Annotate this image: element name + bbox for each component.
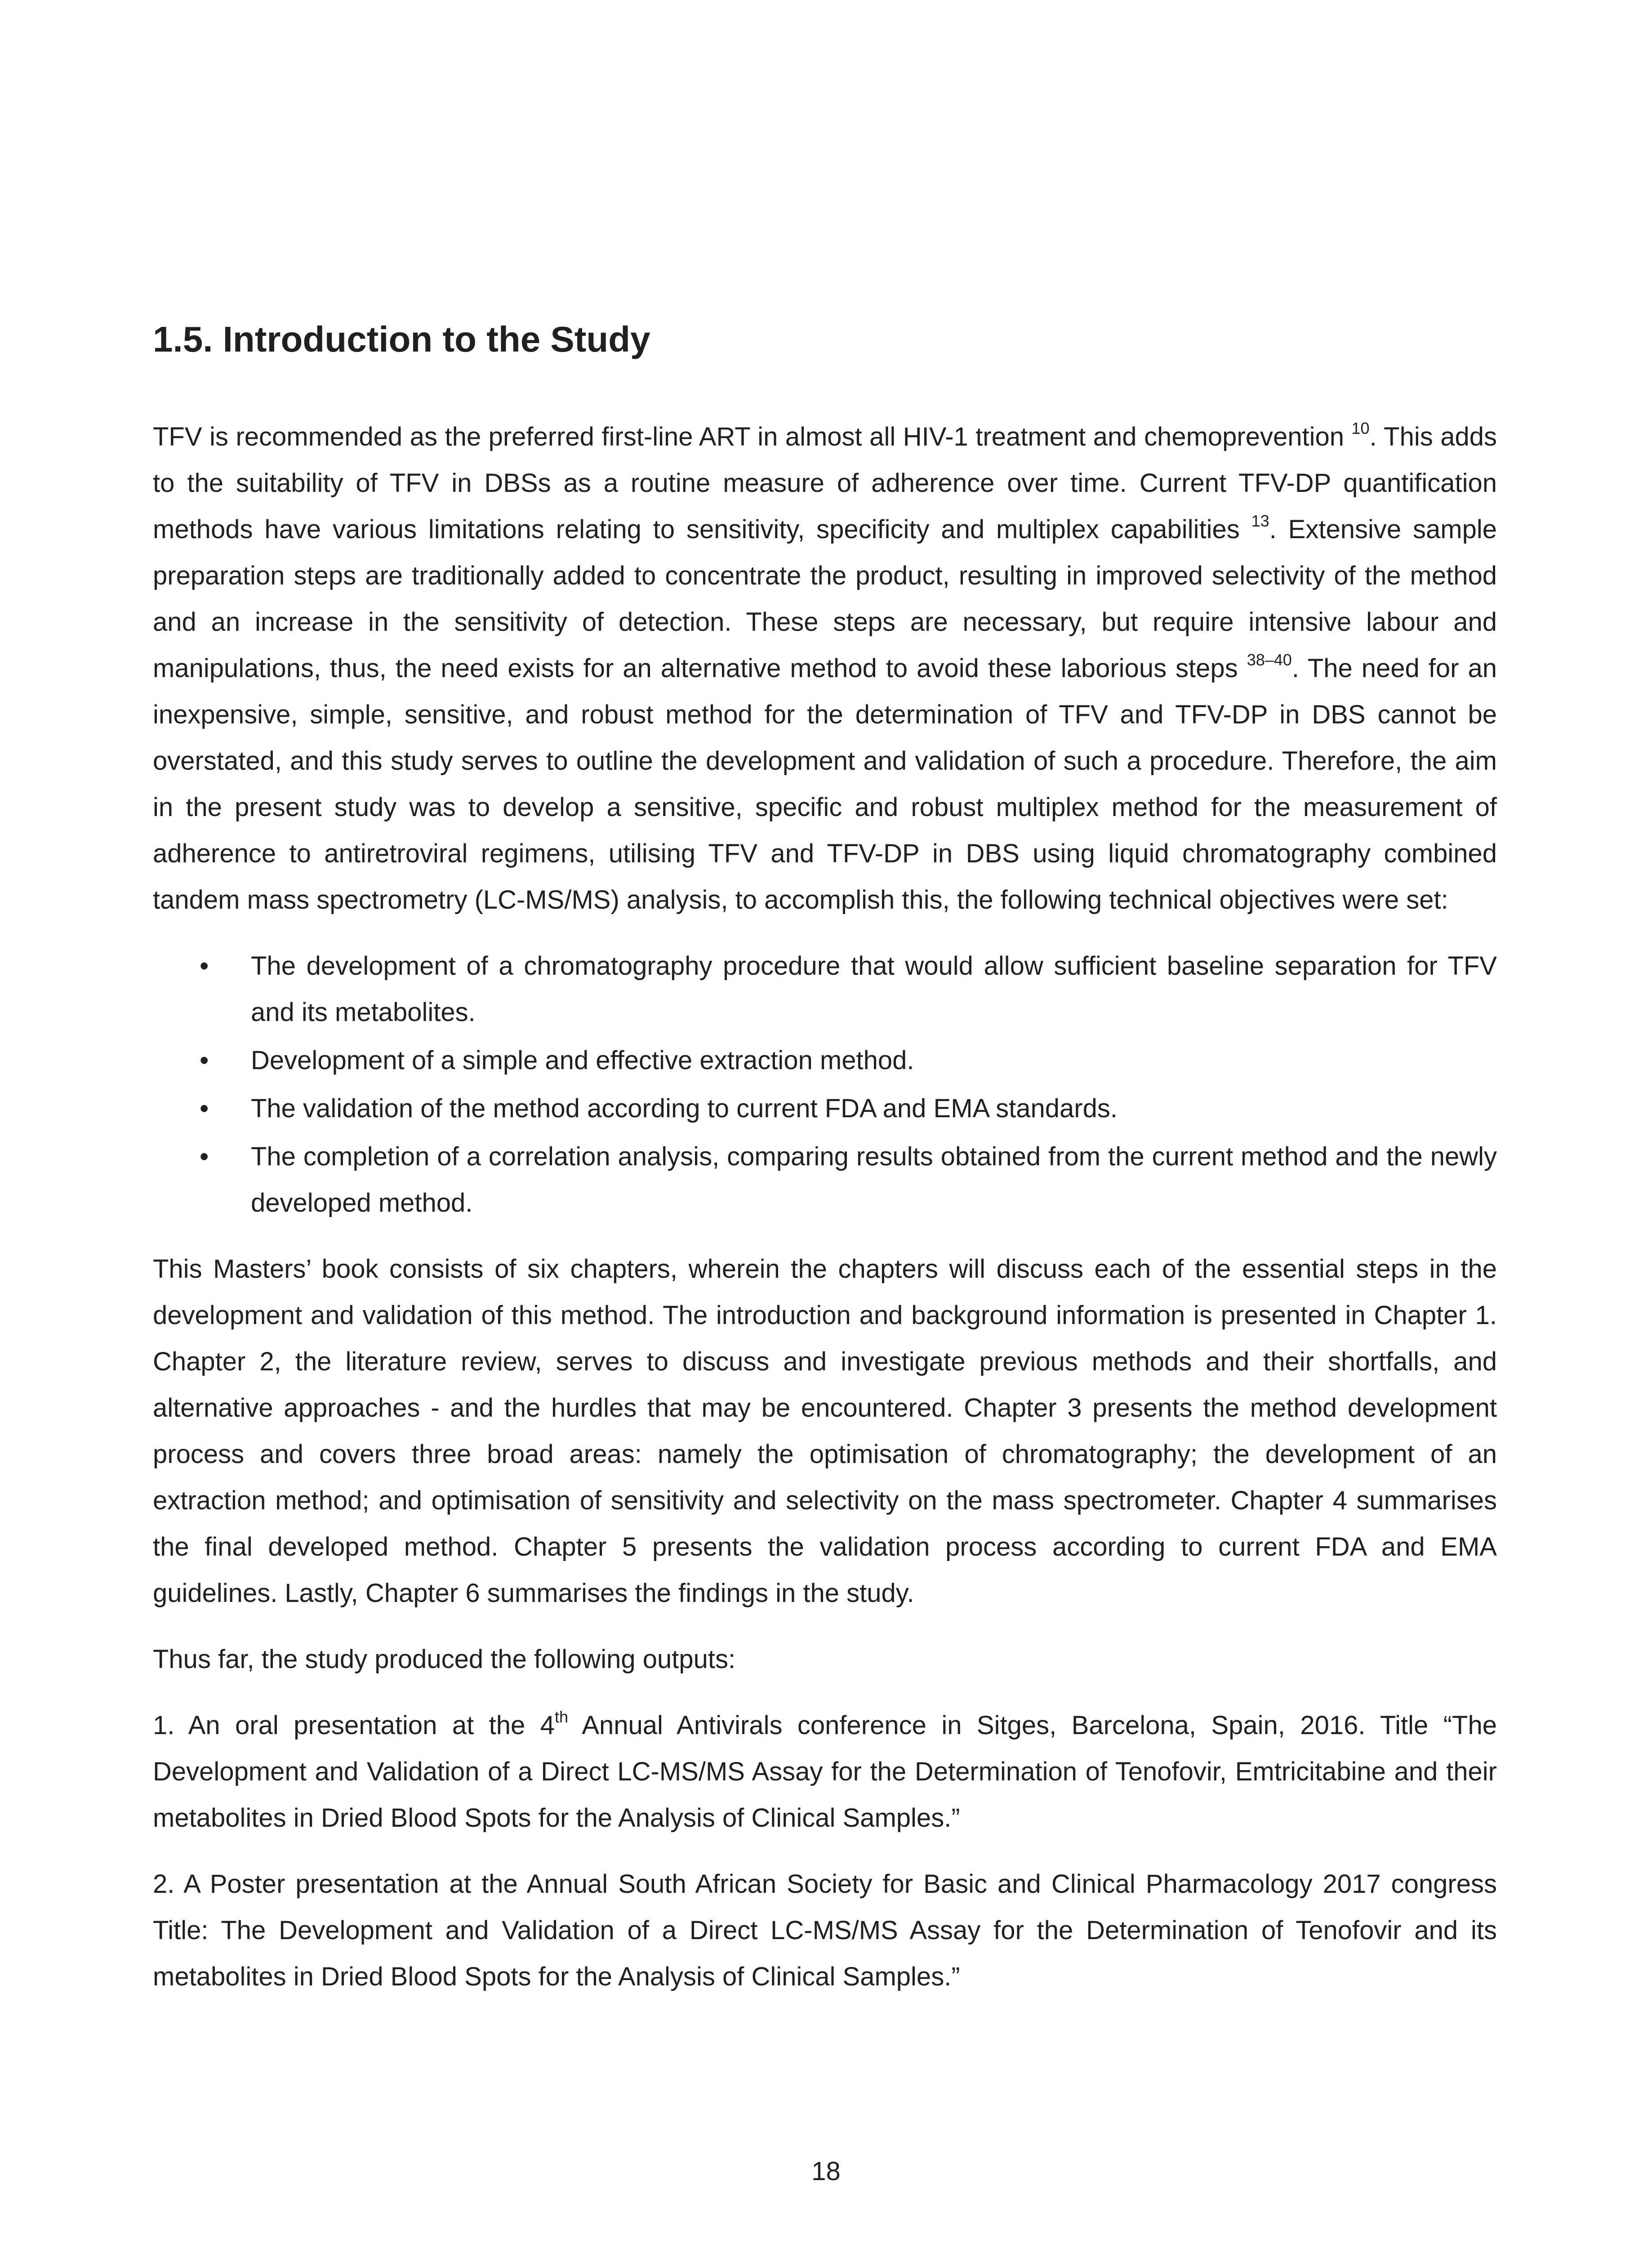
output-1-text-a: 1. An oral presentation at the 4 [153,1711,555,1740]
objectives-list [153,943,1497,1226]
intro-text-1: TFV is recommended as the preferred first-line ART in almost all HIV-1 treatment and chemoprevention [153,422,1352,451]
intro-text-2: . This adds to the suitability of TFV in DBSs as a routine measure of adherence over time. Current TFV-DP quantification methods have various limitations relating to sensitivity, specificity and multiplex capabilities [153,422,1497,544]
objective-item [153,1133,1497,1226]
objective-text: The completion of a correlation analysis, comparing results obtained from the current method and the newly developed method. [251,1142,1497,1218]
objective-item [153,943,1497,1035]
outputs-intro: Thus far, the study produced the following outputs: [153,1645,736,1674]
output-item-1 [153,1702,1497,1841]
bullet-icon: • [200,1046,209,1075]
citation-ref: 38–40 [1247,651,1292,669]
citation-ref: 13 [1251,512,1269,530]
bullet-icon: • [200,1142,209,1171]
objective-text: Development of a simple and effective extraction method. [251,1046,914,1075]
bullet-icon: • [200,951,209,981]
objective-item [153,1037,1497,1084]
intro-text-4: . The need for an inexpensive, simple, sensitive, and robust method for the determination of TFV and TFV-DP in DBS cannot be overstated, and this study serves to outline the development and validation of such a procedure. Therefore, the aim in the present study was to develop a sensitive, specific and robust multiplex method for the measurement of adherence to antiretroviral regimens, utilising TFV and TFV-DP in DBS using liquid chromatography combined tandem mass spectrometry (LC-MS/MS) analysis, to accomplish this, the following technical objectives were set: [153,654,1497,914]
document-page [153,315,1497,2020]
intro-paragraph [153,414,1497,923]
objective-text: The validation of the method according to current FDA and EMA standards. [251,1094,1118,1123]
section-heading: 1.5. Introduction to the Study [153,319,650,359]
citation-ref: 10 [1351,419,1370,437]
objective-text: The development of a chromatography procedure that would allow sufficient baseline separation for TFV and its metabolites. [251,951,1497,1027]
output-item-2: 2. A Poster presentation at the Annual South African Society for Basic and Clinical Pharmacology 2017 congress Title: The Development and Validation of a Direct LC-MS/MS Assay for the Determination of Tenofovir and its metabolites in Dried Blood Spots for the Analysis of Clinical Samples.” [153,1869,1497,1991]
intro-text-3: . Extensive sample preparation steps are traditionally added to concentrate the product, resulting in improved selectivity of the method and an increase in the sensitivity of detection. These steps are necessary, but require intensive labour and manipulations, thus, the need exists for an alternative method to avoid these laborious steps [153,515,1497,683]
output-1-text-b: Annual Antivirals conference in Sitges, Barcelona, Spain, 2016. Title “The Development and Validation of a Direct LC-MS/MS Assay for the Determination of Tenofovir, Emtricitabine and their metabolites in Dried Blood Spots for the Analysis of Clinical Samples.” [153,1711,1497,1833]
bullet-icon: • [200,1094,209,1123]
page-number: 18 [811,2157,841,2186]
ordinal-suffix: th [555,1708,569,1726]
structure-paragraph: This Masters’ book consists of six chapters, wherein the chapters will discuss each of the essential steps in the development and validation of this method. The introduction and background information is presented in Chapter 1. Chapter 2, the literature review, serves to discuss and investigate previous methods and their shortfalls, and alternative approaches - and the hurdles that may be encountered. Chapter 3 presents the method development process and covers three broad areas: namely the optimisation of chromatography; the development of an extraction method; and optimisation of sensitivity and selectivity on the mass spectrometer. Chapter 4 summarises the final developed method. Chapter 5 presents the validation process according to current FDA and EMA guidelines. Lastly, Chapter 6 summarises the findings in the study. [153,1254,1497,1608]
objective-item [153,1085,1497,1132]
